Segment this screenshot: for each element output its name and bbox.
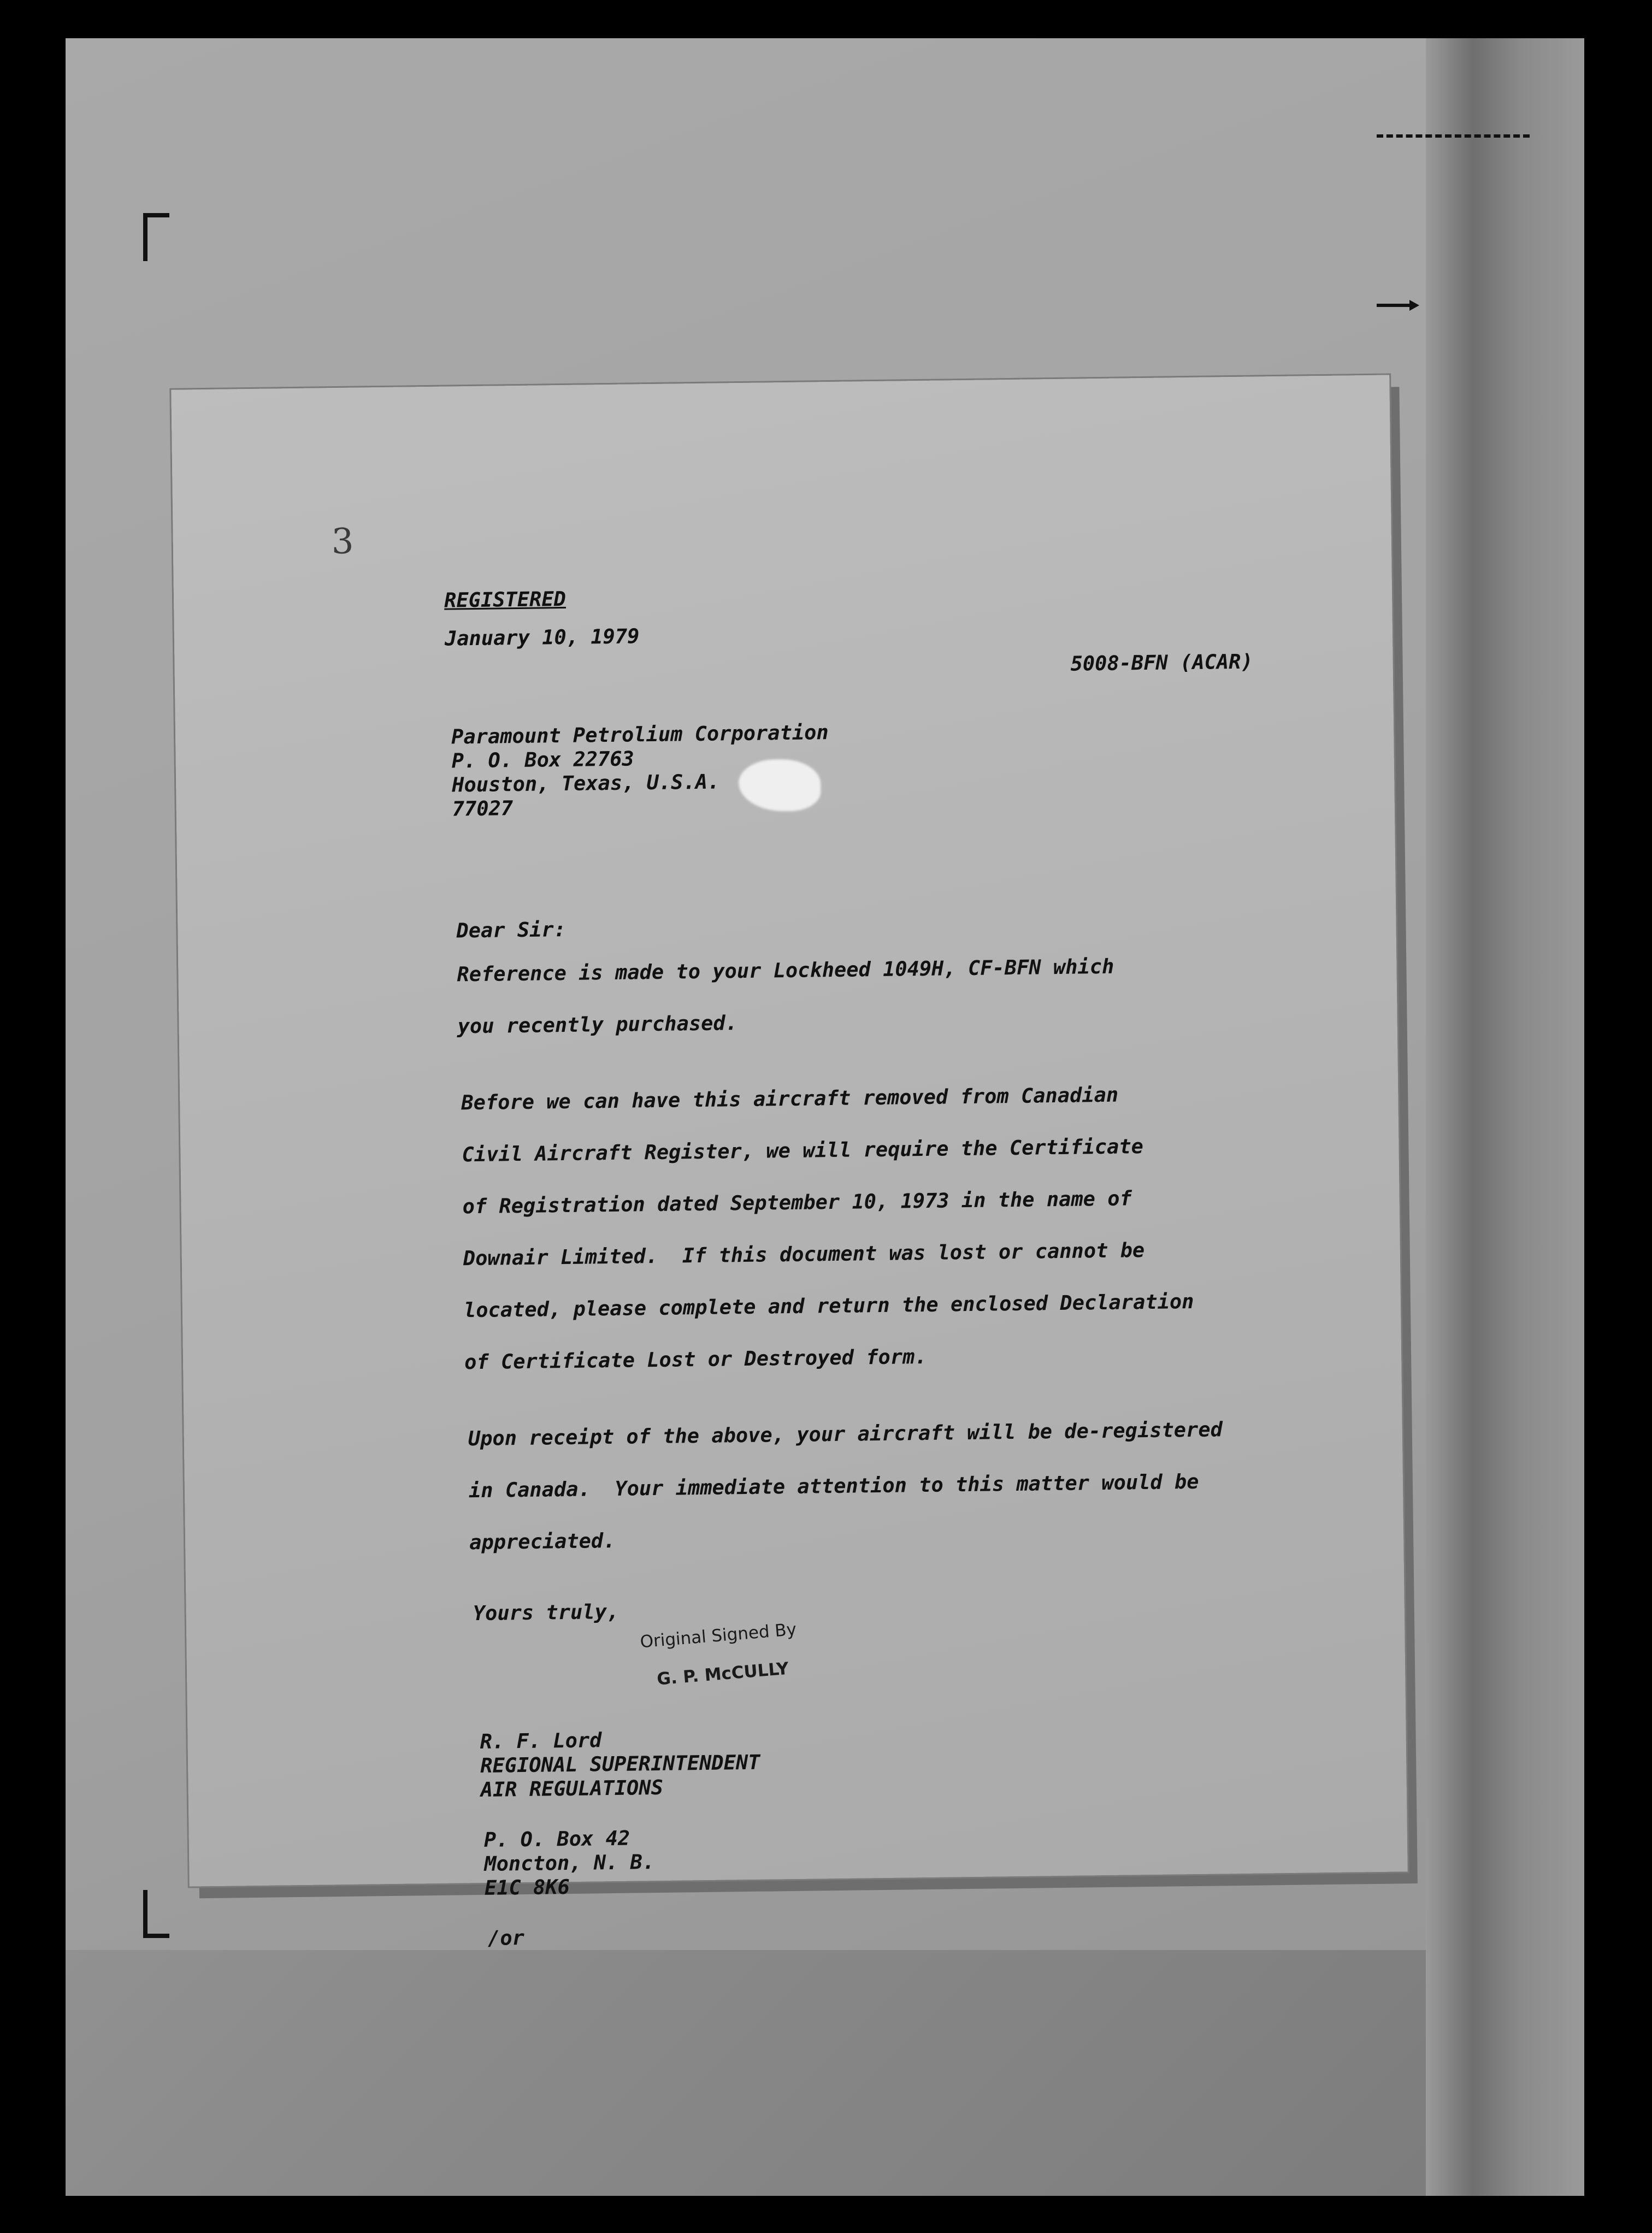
paragraph2-line: of Registration dated September 10, 1973 in the name of (462, 1186, 1132, 1219)
handwritten-page-mark: 3 (331, 521, 354, 563)
crop-mark-bottom (143, 1890, 169, 1938)
salutation: Dear Sir: (456, 917, 567, 943)
signatory-line: AIR REGULATIONS (480, 1775, 664, 1801)
sender-address-line: P. O. Box 42 (483, 1826, 630, 1852)
paragraph2-line: located, please complete and return the enclosed Declaration (463, 1289, 1194, 1322)
recipient-line: P. O. Box 22763 (451, 747, 635, 773)
paper-stain (739, 759, 821, 812)
recipient-line: Houston, Texas, U.S.A. (451, 770, 720, 797)
frame-right-edge (1426, 38, 1584, 2196)
paragraph2-line: of Certificate Lost or Destroyed form. (464, 1344, 927, 1374)
paragraph2-line: Civil Aircraft Register, we will require the Certificate (462, 1135, 1144, 1167)
dashed-edge-mark (1377, 134, 1530, 138)
paragraph3-line: appreciated. (469, 1528, 616, 1555)
paragraph2-line: Before we can have this aircraft removed from Canadian (461, 1083, 1119, 1115)
sender-address-line: E1C 8K6 (484, 1875, 570, 1900)
letter-page (171, 375, 1407, 1950)
signatory-line: R. F. Lord (480, 1728, 602, 1754)
paragraph1-line: Reference is made to your Lockheed 1049H, CF-BFN which (457, 954, 1114, 986)
paragraph3-line: Upon receipt of the above, your aircraft will be de-registered (468, 1417, 1223, 1451)
file-reference: 5008-BFN (ACAR) (1070, 649, 1253, 676)
paragraph2-line: Downair Limited. If this document was lost or cannot be (463, 1238, 1145, 1271)
arrow-edge-mark (1377, 304, 1415, 307)
crop-mark-top (143, 213, 169, 261)
letter-heading: REGISTERED (444, 587, 567, 612)
typist-initials: /or (487, 1926, 525, 1950)
recipient-line: Paramount Petrolium Corporation (451, 720, 829, 749)
paragraph3-line: in Canada. Your immediate attention to this matter would be (468, 1469, 1199, 1503)
sender-address-line: Moncton, N. B. (484, 1850, 655, 1876)
recipient-line: 77027 (452, 796, 514, 821)
letter-date: January 10, 1979 (444, 624, 640, 651)
signature-stamp-name: G. P. McCULLY (656, 1658, 790, 1689)
signatory-line: REGIONAL SUPERINTENDENT (480, 1750, 760, 1777)
closing: Yours truly, (473, 1599, 620, 1626)
paragraph1-line: you recently purchased. (457, 1011, 738, 1038)
signature-stamp-line: Original Signed By (639, 1619, 798, 1652)
